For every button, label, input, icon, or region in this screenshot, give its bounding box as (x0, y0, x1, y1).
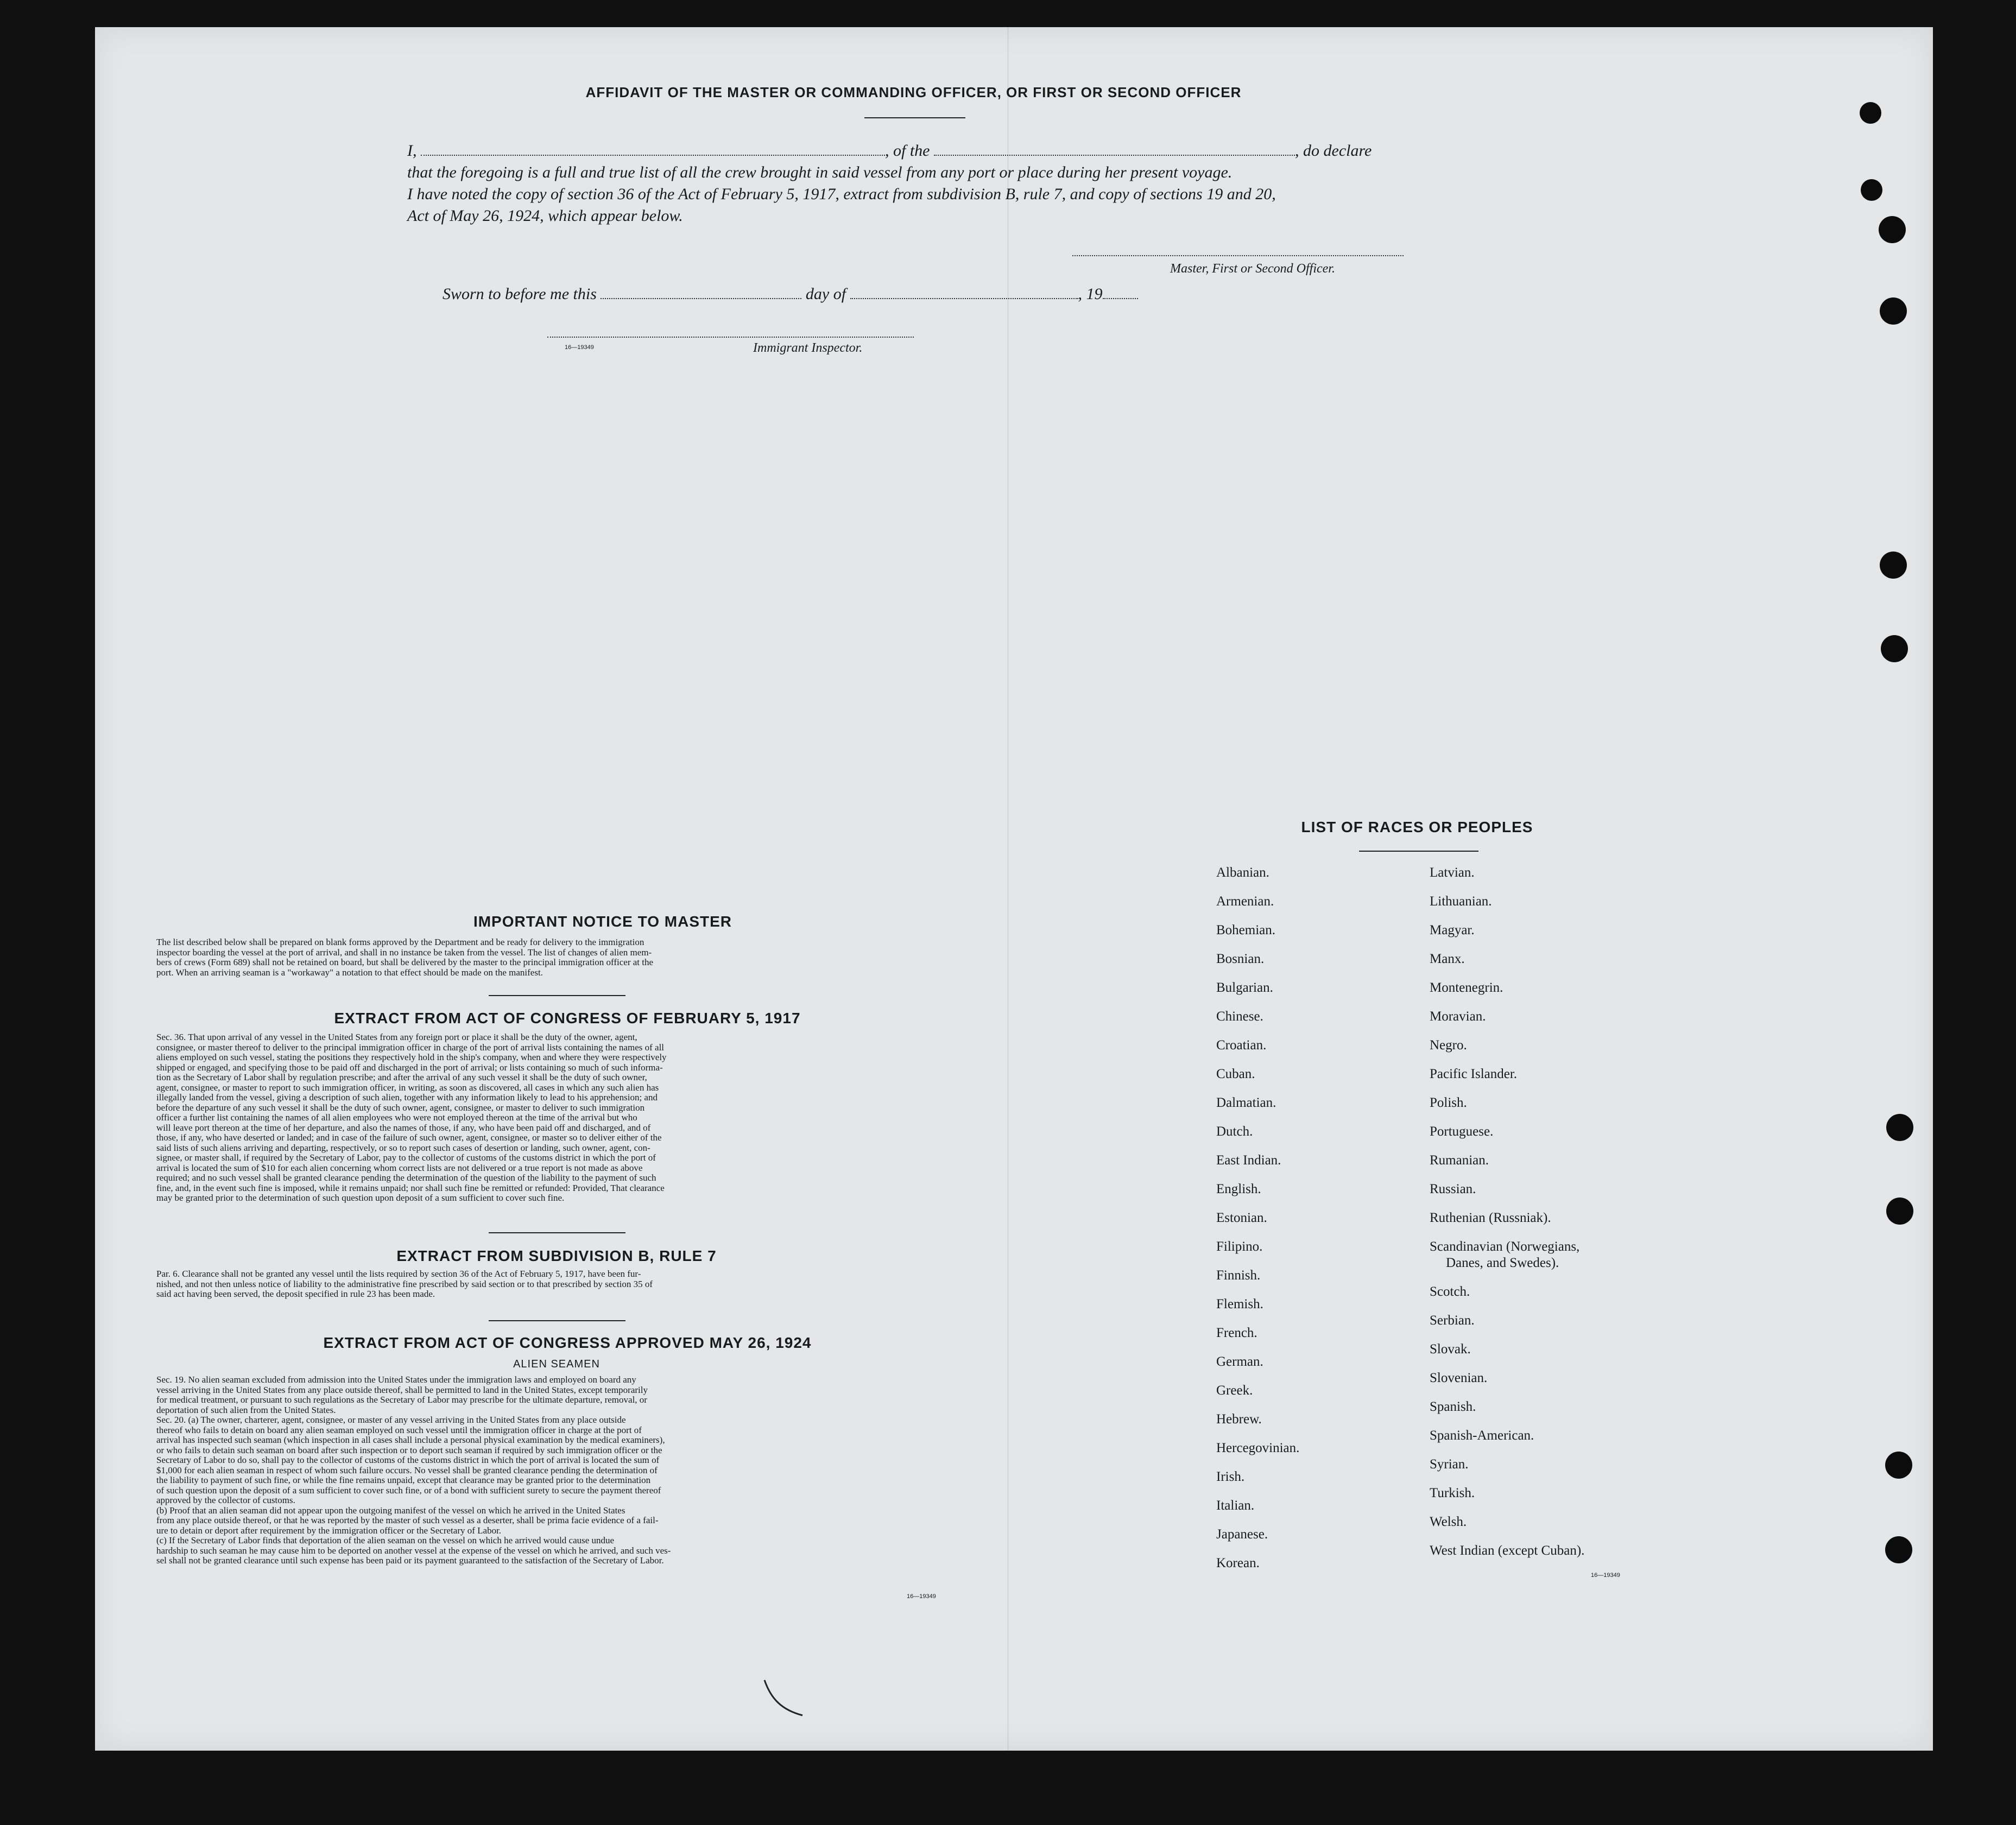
text-line: illegally landed from the vessel, giving a description of such alien, together with any information likely to lead to his apprehension; and (156, 1093, 658, 1102)
race-item: Greek. (1216, 1383, 1253, 1398)
race-item: Slovenian. (1430, 1371, 1488, 1385)
race-item: Cuban. (1216, 1067, 1255, 1081)
text-line: arrival has inspected such seaman (which inspection in all cases shall include a personal physical examination by the medical examiners), (156, 1435, 665, 1445)
vessel-blank[interactable] (934, 155, 1295, 156)
text-line: nished, and not then unless notice of liability to the administrative fine prescribed by said section or to that prescribed by section 35 of (156, 1279, 653, 1289)
extract-form-number: 16—19349 (907, 1593, 936, 1600)
text-line: (b) Proof that an alien seaman did not appear upon the outgoing manifest of the vessel on which he arrived in the United States (156, 1505, 625, 1516)
race-item: Italian. (1216, 1498, 1255, 1513)
text-line: shipped or engaged, and specifying those to be paid off and discharged in the port of arrival; or lists containing so much of such informa- (156, 1062, 663, 1073)
punch-hole (1885, 1452, 1912, 1479)
race-item: Montenegrin. (1430, 980, 1503, 995)
race-item: Welsh. (1430, 1515, 1467, 1529)
race-item: Scandinavian (Norwegians, (1430, 1239, 1580, 1254)
sworn-day-blank[interactable] (601, 298, 801, 299)
text-line: thereof who fails to detain on board any alien seaman employed on such vessel until the immigration officer in charge at the port of (156, 1425, 642, 1435)
text-line: signee, or master shall, if required by the Secretary of Labor, pay to the collector of customs of the customs district in which the port of (156, 1153, 656, 1163)
affidavit-form-number: 16—19349 (565, 344, 594, 351)
race-item: Ruthenian (Russniak). (1430, 1211, 1551, 1225)
text-line: ure to detain or deport after requirement by the immigration officer or the Secretary of Labor. (156, 1525, 502, 1536)
text-line: from any place outside thereof, or that he was reported by the master of such vessel as a deserter, shall be prima facie evidence of a fail- (156, 1516, 659, 1525)
race-item: Spanish. (1430, 1399, 1476, 1414)
text-line: aliens employed on such vessel, stating the positions they respectively hold in the ship's company, when and where they were respectively (156, 1053, 667, 1062)
race-item: Pacific Islander. (1430, 1067, 1518, 1081)
race-item: East Indian. (1216, 1153, 1281, 1168)
text-line: bers of crews (Form 689) shall not be retained on board, but shall be delivered by the master to the principal immigration officer at the (156, 958, 654, 967)
text-line: the liability to payment of such fine, or while the fine remains unpaid, except that clearance may be granted prior to the determination (156, 1475, 651, 1485)
punch-hole (1886, 1114, 1913, 1141)
text-line: fine, and, in the event such fine is imposed, while it remains unpaid; nor shall such fine be remitted or refunded: Provided, That clearance (156, 1183, 665, 1193)
race-item: Armenian. (1216, 894, 1274, 909)
alien-seamen-subtitle: ALIEN SEAMEN (513, 1358, 600, 1370)
race-item: Rumanian. (1430, 1153, 1489, 1168)
race-item: German. (1216, 1354, 1263, 1369)
race-item: Negro. (1430, 1038, 1467, 1053)
stray-pen-mark (760, 1677, 809, 1721)
race-item: Finnish. (1216, 1268, 1261, 1283)
section-rule (489, 1232, 625, 1233)
text-line: officer a further list containing the names of all alien employees who were not employed thereon at the time of the arrival but who (156, 1113, 637, 1123)
race-item: Filipino. (1216, 1239, 1263, 1254)
inspector-signature-line[interactable] (547, 337, 914, 338)
text-line: vessel arriving in the United States from any place outside thereof, shall be permitted to land in the United States, except temporarily (156, 1385, 648, 1395)
punch-hole (1880, 552, 1907, 579)
text-line: consignee, or master thereof to deliver to the principal immigration officer in charge of the port of arrival lists containing the names of all (156, 1042, 665, 1053)
extract-1924-title: EXTRACT FROM ACT OF CONGRESS APPROVED MAY 26, 1924 (323, 1334, 812, 1351)
text-line: those, if any, who have deserted or landed; and in case of the failure of such owner, agent, consignee, or master so to deliver either of the (156, 1133, 662, 1143)
rule7-body (156, 1269, 956, 1300)
race-item: Portuguese. (1430, 1124, 1494, 1139)
text-line: before the departure of any such vessel it shall be the duty of such owner, agent, consignee, or master to deliver to such immigration (156, 1102, 645, 1113)
text-line: of such question upon the deposit of a sum sufficient to cover such fine, or of a bond with sufficient surety to secure the payment thereof (156, 1485, 661, 1496)
section-rule (489, 995, 625, 996)
extract-1924-body (156, 1375, 956, 1566)
text-line: for medical treatment, or pursuant to such regulations as the Secretary of Labor may prescribe for the ultimate departure, removal, or (156, 1395, 647, 1405)
text-line: Secretary of Labor to do so, shall pay to the collector of customs of the customs district in which the port of arrival is located the sum of (156, 1455, 660, 1465)
race-item: Japanese. (1216, 1527, 1268, 1542)
punch-hole (1886, 1197, 1913, 1225)
affidavit-title-rule (864, 117, 965, 118)
text-line: said lists of such aliens arriving and departing, respectively, or so to report such cases of desertion or landing, such owner, agent, con- (156, 1143, 650, 1153)
races-title: LIST OF RACES OR PEOPLES (1301, 819, 1533, 835)
race-item: English. (1216, 1182, 1261, 1196)
text-line: port. When an arriving seaman is a "workaway" a notation to that effect should be made on the manifest. (156, 967, 543, 978)
race-item: Serbian. (1430, 1313, 1475, 1328)
affidavit-line-1: I, , of the , do declare (407, 142, 1372, 160)
race-item: Chinese. (1216, 1009, 1263, 1024)
text-line: said act having been served, the deposit specified in rule 23 has been made. (156, 1289, 435, 1299)
text-line: sel shall not be granted clearance until such expense has been paid or its payment guaranteed to the satisfaction of the Secretary of Labor. (156, 1556, 664, 1566)
race-item: Estonian. (1216, 1211, 1267, 1225)
race-item: Latvian. (1430, 865, 1475, 880)
race-item: Manx. (1430, 952, 1465, 966)
race-item: Syrian. (1430, 1457, 1469, 1472)
extract-1917-body (156, 1032, 956, 1203)
text-line: may be granted prior to the determination of such question upon deposit of a sum sufficient to cover such fine. (156, 1193, 565, 1203)
text-line: (c) If the Secretary of Labor finds that deportation of the alien seaman on the vessel on which he arrived would cause undue (156, 1536, 615, 1545)
race-item: Turkish. (1430, 1486, 1475, 1500)
race-item: Slovak. (1430, 1342, 1471, 1357)
affidavit-line-3: I have noted the copy of section 36 of the Act of February 5, 1917, extract from subdivision B, rule 7, and copy of sections 19 and 20, (407, 185, 1276, 203)
affidavit-line-2: that the foregoing is a full and true list of all the crew brought in said vessel from any port or place during her present voyage. (407, 163, 1233, 181)
section-rule (489, 1320, 625, 1321)
notice-title: IMPORTANT NOTICE TO MASTER (473, 913, 732, 930)
race-item: Spanish-American. (1430, 1428, 1534, 1443)
text-line: tion as the Secretary of Labor shall by regulation prescribe; and after the arrival of any such vessel it shall be the duty of such owner, (156, 1073, 647, 1082)
text-line: required; and no such vessel shall be granted clearance pending the determination of the question of the liability to the payment of such (156, 1173, 656, 1183)
extract-1917-title: EXTRACT FROM ACT OF CONGRESS OF FEBRUARY 5, 1917 (334, 1010, 801, 1026)
master-caption: Master, First or Second Officer. (1170, 262, 1335, 276)
race-item: Magyar. (1430, 923, 1475, 937)
sworn-year-blank[interactable] (1103, 298, 1138, 299)
rule7-title: EXTRACT FROM SUBDIVISION B, RULE 7 (396, 1247, 717, 1264)
text-line: arrival is located the sum of $10 for each alien concerning whom correct lists are not delivered or a true report is not made as above (156, 1163, 643, 1173)
race-item: Hebrew. (1216, 1412, 1262, 1427)
race-item: Dutch. (1216, 1124, 1253, 1139)
text-line: approved by the collector of customs. (156, 1496, 295, 1505)
affidavit-title: AFFIDAVIT OF THE MASTER OR COMMANDING OFFICER, OR FIRST OR SECOND OFFICER (585, 84, 1242, 100)
race-item: Danes, and Swedes). (1446, 1256, 1559, 1270)
text-line: Sec. 19. No alien seaman excluded from admission into the United States under the immigration laws and employed on board any (156, 1375, 636, 1385)
text-line: The list described below shall be prepared on blank forms approved by the Department and be ready for delivery to the immigration (156, 937, 644, 947)
race-item: Lithuanian. (1430, 894, 1492, 909)
race-item: Flemish. (1216, 1297, 1263, 1311)
notice-body (156, 937, 956, 978)
race-item: Polish. (1430, 1095, 1467, 1110)
race-item: West Indian (except Cuban). (1430, 1543, 1585, 1558)
race-item: Russian. (1430, 1182, 1476, 1196)
punch-hole (1880, 297, 1907, 325)
races-title-rule (1359, 851, 1478, 852)
race-item: French. (1216, 1326, 1257, 1340)
race-item: Bulgarian. (1216, 980, 1273, 995)
text-line: $1,000 for each alien seaman in respect of whom such failure occurs. No vessel shall be granted clearance pending the determination of (156, 1465, 658, 1475)
race-item: Albanian. (1216, 865, 1269, 880)
sworn-month-blank[interactable] (850, 298, 1078, 299)
punch-hole (1861, 179, 1882, 201)
text-line: Par. 6. Clearance shall not be granted any vessel until the lists required by section 36 of the Act of February 5, 1917, have been fur- (156, 1269, 641, 1279)
text-line: or who fails to detain such seaman on board after such inspection or to deport such seaman if required by such immigration officer or the (156, 1445, 662, 1455)
races-form-number: 16—19349 (1591, 1572, 1620, 1579)
text-line: deportation of such alien from the United States. (156, 1405, 336, 1415)
race-item: Croatian. (1216, 1038, 1267, 1053)
punch-hole (1860, 102, 1881, 124)
race-item: Bohemian. (1216, 923, 1276, 937)
race-item: Dalmatian. (1216, 1095, 1276, 1110)
race-item: Hercegovinian. (1216, 1441, 1300, 1455)
race-item: Bosnian. (1216, 952, 1265, 966)
affidavit-line-4: Act of May 26, 1924, which appear below. (407, 207, 683, 225)
punch-hole (1881, 635, 1908, 662)
race-item: Moravian. (1430, 1009, 1486, 1024)
race-item: Scotch. (1430, 1284, 1470, 1299)
text-line: will leave port thereon at the time of her departure, and also the names of those, if any, who have been paid off and discharged, and of (156, 1123, 651, 1133)
master-signature-line[interactable] (1072, 255, 1404, 256)
race-item: Korean. (1216, 1556, 1260, 1570)
name-blank[interactable] (421, 155, 885, 156)
affidavit-body (407, 140, 1425, 227)
text-line: agent, consignee, or master to report to such immigration officer, in writing, as soon as discovered, all cases in which any such alien has (156, 1082, 659, 1093)
punch-hole (1879, 216, 1906, 243)
text-line: inspector boarding the vessel at the port of arrival, and shall in no instance be taken from the vessel. The list of changes of alien mem- (156, 947, 652, 958)
punch-hole (1885, 1536, 1912, 1563)
text-line: Sec. 36. That upon arrival of any vessel in the United States from any foreign port or place it shall be the duty of the owner, agent, (156, 1032, 637, 1042)
race-item: Irish. (1216, 1469, 1245, 1484)
inspector-caption: Immigrant Inspector. (753, 341, 863, 355)
text-line: hardship to such seaman he may cause him to be deported on another vessel at the expense of the vessel on which he arrived, and such ves- (156, 1545, 671, 1556)
sworn-line: Sworn to before me this day of , 19 (443, 285, 1138, 303)
text-line: Sec. 20. (a) The owner, charterer, agent, consignee, or master of any vessel arriving in the United States from any place outside (156, 1415, 626, 1425)
